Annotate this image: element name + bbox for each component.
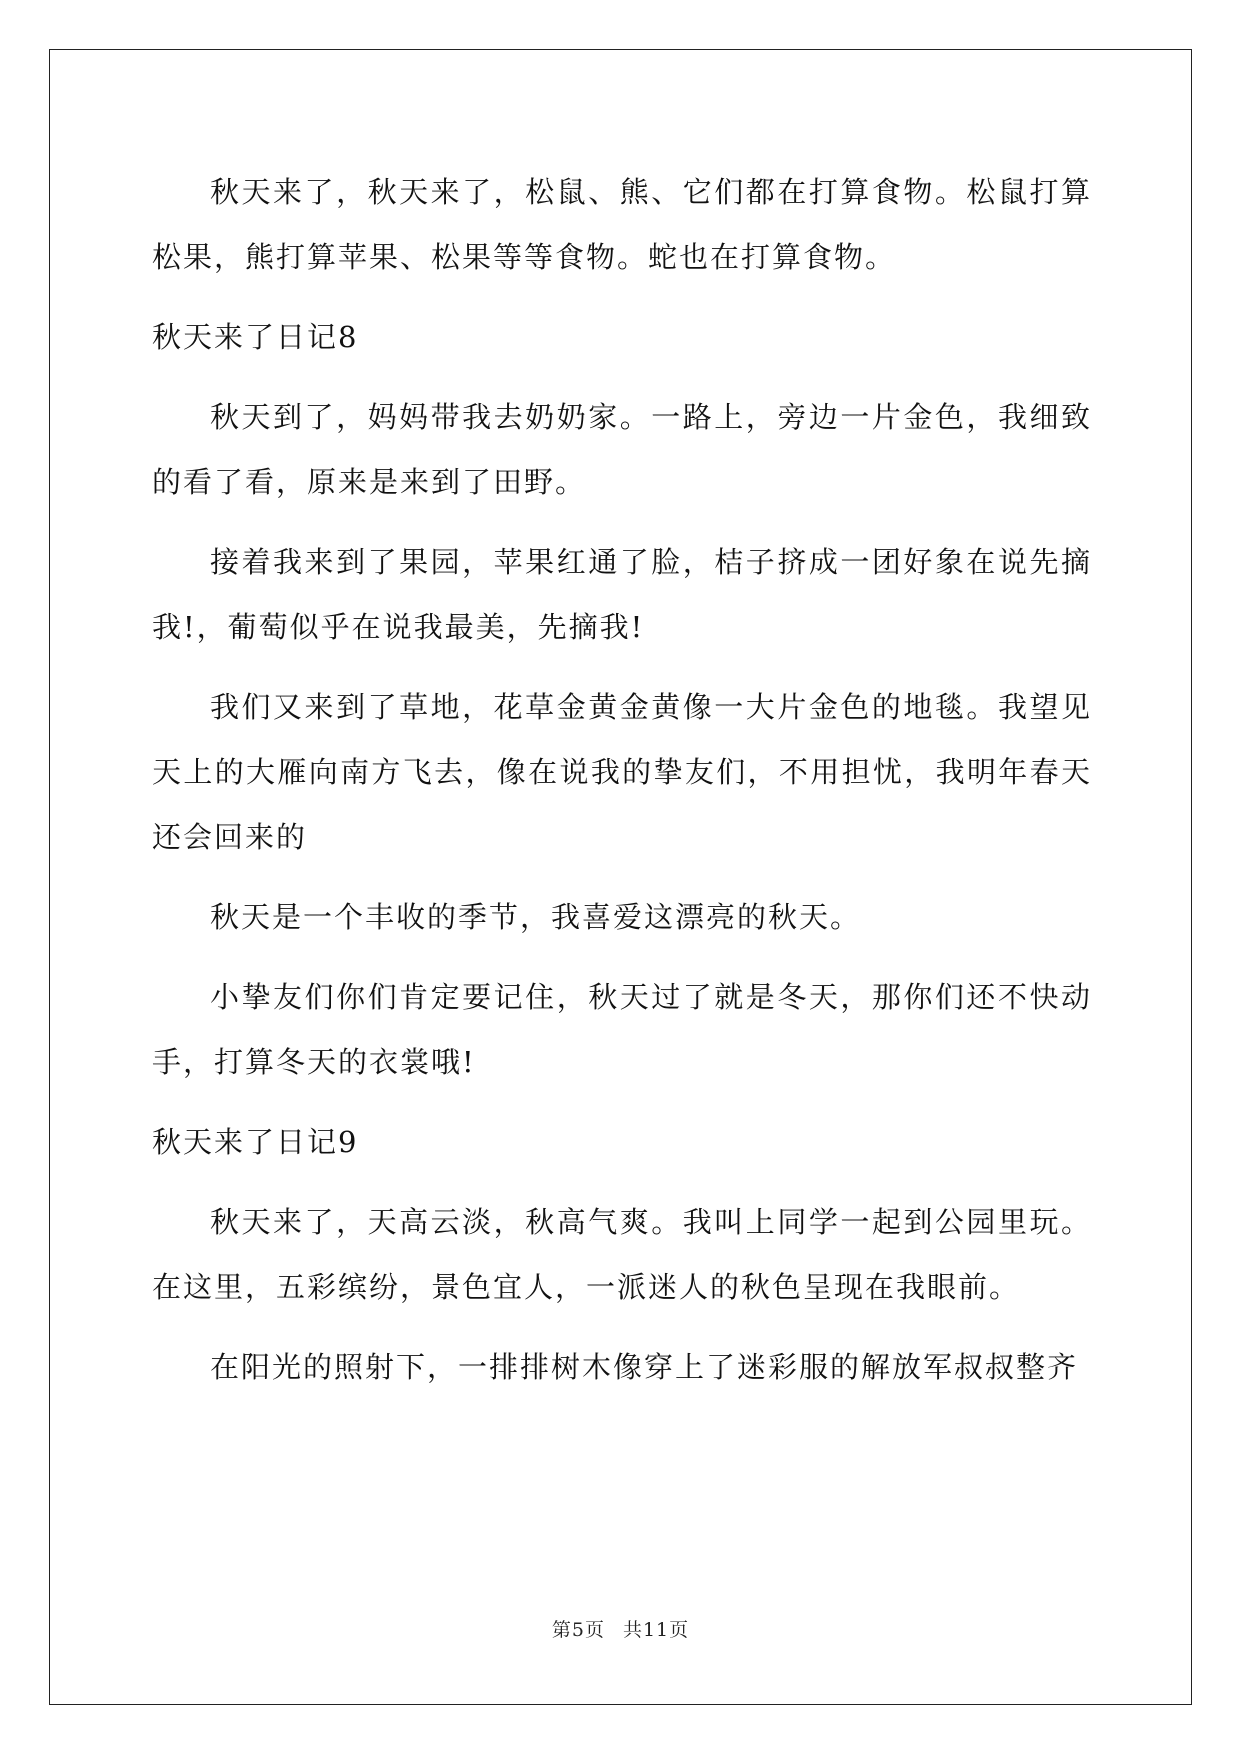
page-footer: [0, 1615, 1241, 1642]
section-heading: 秋天来了日记9: [152, 1125, 359, 1159]
paragraph: 小挚友们你们肯定要记住，秋天过了就是冬天，那你们还不快动手，打算冬天的衣裳哦!: [152, 980, 1092, 1079]
paragraph: 秋天来了，秋天来了，松鼠、熊、它们都在打算食物。松鼠打算松果，熊打算苹果、松果等等食物。蛇也在打算食物。: [152, 175, 1092, 274]
document-body: [152, 160, 1092, 1415]
paragraph: 接着我来到了果园，苹果红通了脸，桔子挤成一团好象在说先摘我!，葡萄似乎在说我最美，先摘我!: [152, 545, 1092, 644]
paragraph: 秋天来了，天高云淡，秋高气爽。我叫上同学一起到公园里玩。在这里，五彩缤纷，景色宜人，一派迷人的秋色呈现在我眼前。: [152, 1205, 1092, 1304]
total-pages-label: 共11页: [622, 1619, 690, 1641]
paragraph: 秋天到了，妈妈带我去奶奶家。一路上，旁边一片金色，我细致的看了看，原来是来到了田野。: [152, 400, 1092, 499]
paragraph: 在阳光的照射下，一排排树木像穿上了迷彩服的解放军叔叔整齐: [210, 1350, 1079, 1384]
paragraph: 我们又来到了草地，花草金黄金黄像一大片金色的地毯。我望见天上的大雁向南方飞去，像在说我的挚友们，不用担忧，我明年春天还会回来的: [152, 690, 1092, 854]
current-page-label: 第5页: [551, 1619, 605, 1641]
section-heading: 秋天来了日记8: [152, 320, 359, 354]
paragraph: 秋天是一个丰收的季节，我喜爱这漂亮的秋天。: [210, 900, 862, 934]
